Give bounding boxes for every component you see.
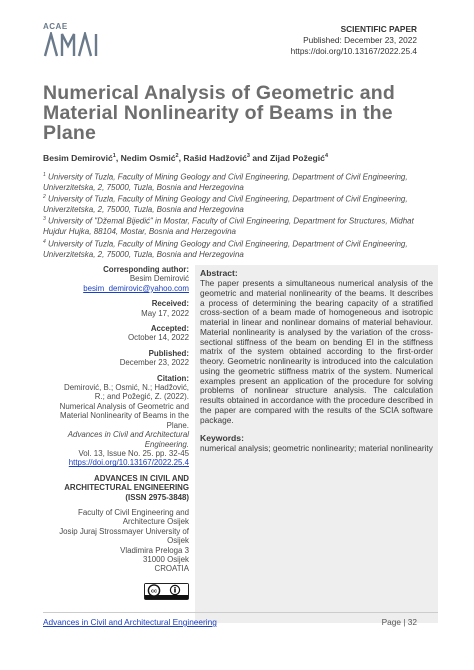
citation-doi-link[interactable]: https://doi.org/10.13167/2022.25.4 (68, 458, 189, 468)
footer-divider (43, 612, 438, 613)
accepted-date: October 14, 2022 (128, 333, 189, 343)
svg-text:cc: cc (150, 588, 158, 595)
published-line: Published: December 23, 2022 (303, 35, 417, 45)
citation-label: Citation: (157, 373, 189, 383)
author-sup: 2 (175, 153, 179, 160)
affiliation-text: University of Tuzla, Faculty of Mining Geology and Civil Engineering, Department of Civil Engineering, Univerzitetska, 2, 75000, Tuzla, Bosnia and Herzegovina (43, 194, 408, 214)
published-date: December 23, 2022 (119, 358, 189, 368)
corresponding-author-block (52, 265, 189, 293)
article-info-sidebar (52, 265, 189, 601)
paper-title: Numerical Analysis of Geometric and Material Nonlinearity of Beams in the Plane (43, 82, 395, 144)
affiliation-sup: 2 (43, 194, 46, 200)
author-sup: 1 (112, 153, 116, 160)
keywords-text: numerical analysis; geometric nonlinearity; material nonlinearity (200, 443, 433, 454)
affiliation (43, 214, 435, 237)
journal-issn: (ISSN 2975-3848) (125, 492, 189, 502)
affiliation-sup: 1 (43, 172, 46, 178)
received-block (52, 299, 189, 318)
author-name: Besim Demirović (43, 153, 113, 163)
logo-text: ACAE (43, 22, 68, 31)
citation-journal: Advances in Civil and Architectural Engineering. (67, 430, 189, 449)
footer-journal-link[interactable]: Advances in Civil and Architectural Engineering (43, 617, 217, 627)
citation-volume: Vol. 13, Issue No. 25. pp. 32-45 (78, 448, 189, 458)
page-number: Page | 32 (381, 617, 417, 627)
university-name: Josip Juraj Strossmayer University of Osijek (59, 526, 189, 546)
author-name: Nedim Osmić (120, 153, 176, 163)
city: 31000 Osijek (142, 554, 189, 564)
author-name: Rašid Hadžović (183, 153, 247, 163)
doi-line: https://doi.org/10.13167/2022.25.4 (290, 46, 417, 56)
journal-block (52, 474, 189, 502)
published-label: Published: (148, 348, 189, 358)
affiliation-text: University of Tuzla, Faculty of Mining Geology and Civil Engineering, Department of Civil Engineering, Univerzitetska, 2, 75000, Tuzla, Bosnia and Herzegovina (43, 239, 408, 259)
affiliation-sup: 4 (43, 239, 46, 245)
abstract-text: The paper presents a simultaneous numerical analysis of the geometric and material nonlinearity of the beams. It describes a process of determining the bearing capacity of a stratified cross-section of a beam made of homogeneous and isotropic material in linear and nonlinear domains of material behaviour. Material nonlinearity is analysed by the variation of the cross-sectional stiffness of the beam on bending EI in the stiffness matrix of the system obtained according to the first-order theory. Geometric nonlinearity is introduced into the calculation using the geometric stiffness matrix of the system. Numerical examples present an application of the procedure for solving problems of nonlinear structure analysis. The calculation results obtained in accordance with the procedure described in the paper are compared with the results of the SCIA software package. (200, 278, 433, 425)
paper-type: SCIENTIFIC PAPER (340, 24, 417, 34)
corresponding-email-link[interactable]: besim_demirovic@yahoo.com (83, 283, 189, 293)
author-name: Zijad Požegić (270, 153, 325, 163)
faculty-name: Faculty of Civil Engineering and Architecture Osijek (78, 507, 189, 527)
citation-title: Numerical Analysis of Geometric and Material Nonlinearity of Beams in the Plane. (59, 401, 189, 430)
country: CROATIA (154, 564, 189, 574)
affiliation-text: University of Tuzla, Faculty of Mining Geology and Civil Engineering, Department of Civil Engineering, Univerzitetska, 2, 75000, Tuzla, Bosnia and Herzegovina (43, 172, 408, 192)
accepted-label: Accepted: (150, 324, 189, 334)
author-sup: 4 (324, 153, 329, 160)
affiliation-text: University of "Džemal Bijedić" in Mostar, Faculty of Civil Engineering, Department for Structures, Midhat Hujdur Hujka, 88104, Mostar, Bosnia and Herzegovina (43, 216, 414, 236)
affiliation (43, 237, 435, 260)
received-label: Received: (151, 299, 189, 309)
citation-authors: Demirović, B.; Osmić, N.; Hadžović, R.; and Požegić, Z. (2022). (64, 383, 189, 402)
author-sup: 3 (246, 153, 250, 160)
cc-logo-icon (145, 584, 188, 599)
street-address: Vladimira Preloga 3 (120, 545, 189, 555)
journal-logo (43, 22, 101, 58)
affiliation (43, 192, 435, 215)
cc-by-license-icon[interactable] (144, 583, 189, 600)
logo-mark-icon (43, 32, 101, 58)
corresponding-label: Corresponding author: (103, 265, 189, 274)
accepted-block (52, 324, 189, 343)
abstract-panel (195, 265, 438, 623)
publisher-address (52, 508, 189, 574)
corresponding-name: Besim Demirović (129, 274, 189, 284)
abstract-heading: Abstract: (200, 268, 238, 278)
affiliation-sup: 3 (43, 216, 46, 222)
affiliation (43, 170, 435, 193)
author-list: Besim Demirović$^1$, Nedim Osmić$^2$, Rašid Hadžović$^3$ and Zijad Požegić$^4$ (43, 153, 329, 163)
published-block (52, 349, 189, 368)
paper-header (291, 24, 417, 57)
journal-name: ADVANCES IN CIVIL AND ARCHITECTURAL ENGINEERING (64, 473, 189, 493)
citation-block (52, 374, 189, 468)
received-date: May 17, 2022 (141, 308, 189, 318)
keywords-heading: Keywords: (200, 433, 244, 444)
